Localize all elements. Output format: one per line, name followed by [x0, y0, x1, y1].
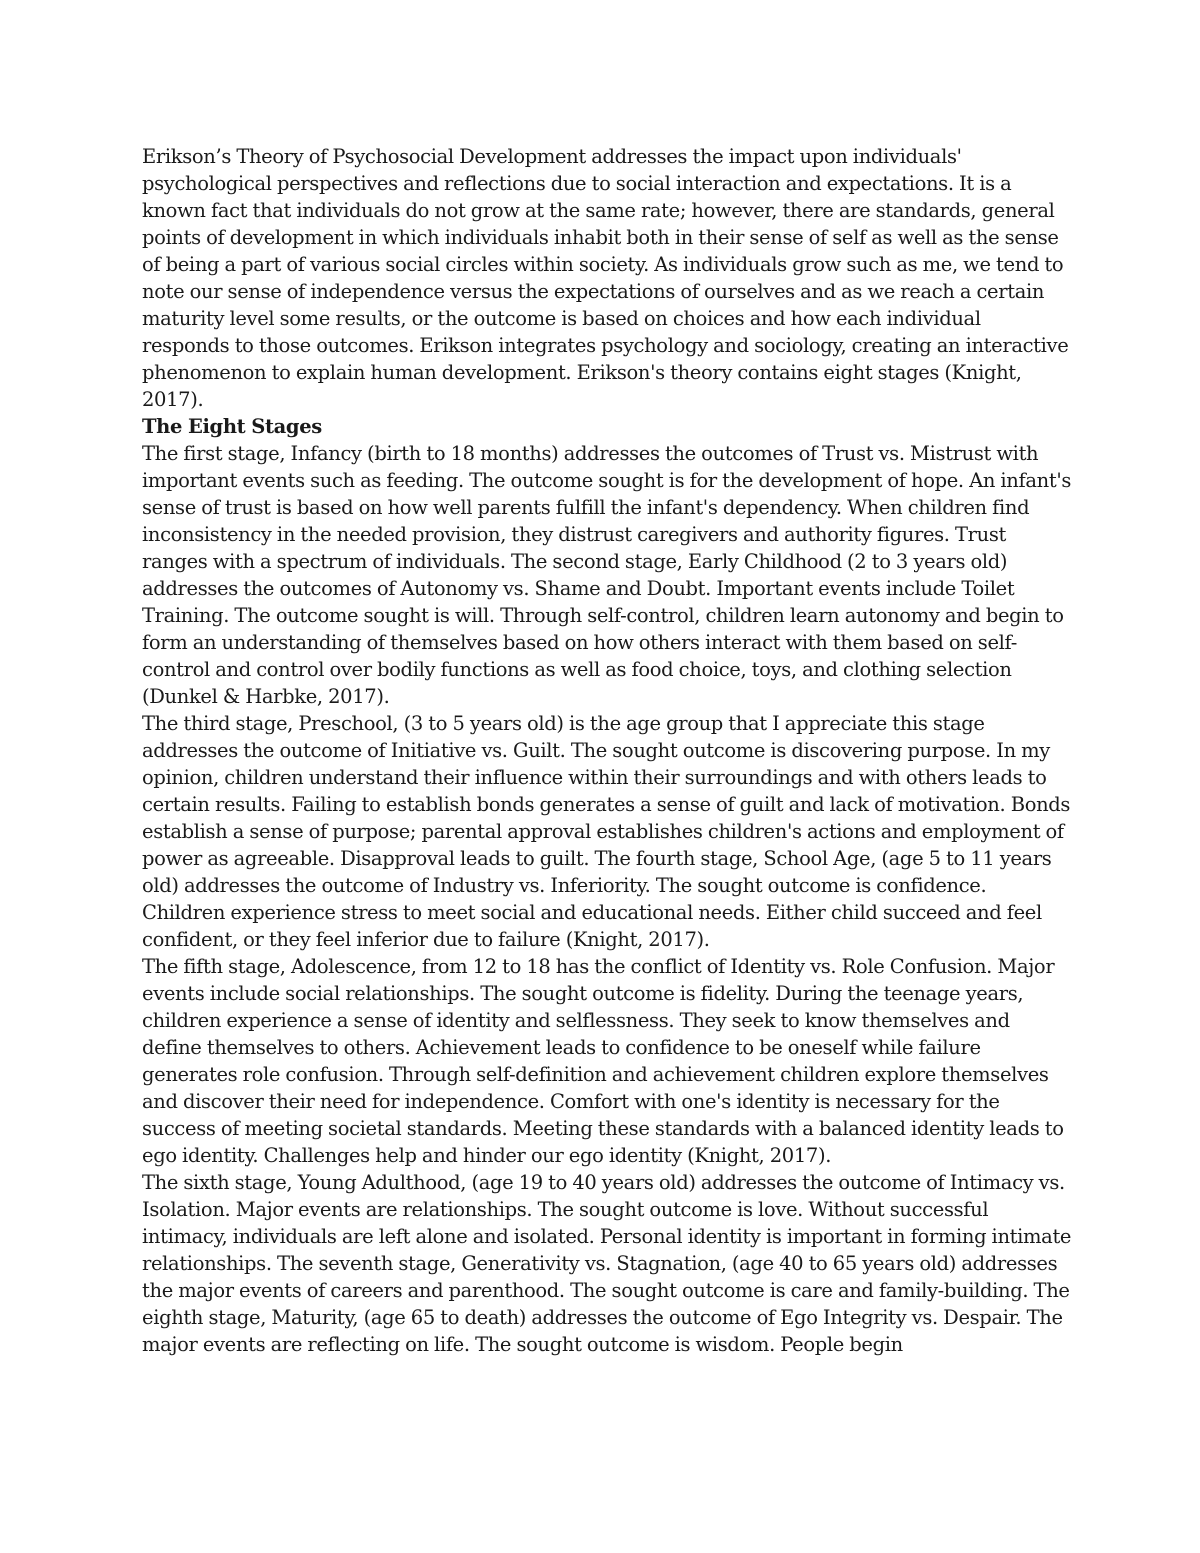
- paragraph-stages-3-4: The third stage, Preschool, (3 to 5 years old) is the age group that I appreciate this stage addresses the outcome of Initiative vs. Guilt. The sought outcome is discovering purpose. In my opinion, children understand their influence within their surroundings and with others leads to certain results. Failing to establish bonds generates a sense of guilt and lack of motivation. Bonds establish a sense of purpose; parental approval establishes children's actions and employment of power as agreeable. Disapproval leads to guilt. The fourth stage, School Age, (age 5 to 11 years old) addresses the outcome of Industry vs. Inferiority. The sought outcome is confidence. Children experience stress to meet social and educational needs. Either child succeed and feel confident, or they feel inferior due to failure (Knight, 2017).: [142, 712, 1071, 951]
- intro-paragraph: Erikson’s Theory of Psychosocial Development addresses the impact upon individuals' psychological perspectives and reflections due to social interaction and expectations. It is a known fact that individuals do not grow at the same rate; however, there are standards, general points of development in which individuals inhabit both in their sense of self as well as the sense of being a part of various social circles within society. As individuals grow such as me, we tend to note our sense of independence versus the expectations of ourselves and as we reach a certain maturity level some results, or the outcome is based on choices and how each individual responds to those outcomes. Erikson integrates psychology and sociology, creating an interactive phenomenon to explain human development. Erikson's theory contains eight stages (Knight, 2017).: [142, 145, 1069, 411]
- paragraph-stage-5: The fifth stage, Adolescence, from 12 to 18 has the conflict of Identity vs. Role Confusion. Major events include social relationships. The sought outcome is fidelity. During the teenage years, children experience a sense of identity and selflessness. They seek to know themselves and define themselves to others. Achievement leads to confidence to be oneself while failure generates role confusion. Through self-definition and achievement children explore themselves and discover their need for independence. Comfort with one's identity is necessary for the success of meeting societal standards. Meeting these standards with a balanced identity leads to ego identity. Challenges help and hinder our ego identity (Knight, 2017).: [142, 955, 1064, 1167]
- paragraph-stages-1-2: The first stage, Infancy (birth to 18 months) addresses the outcomes of Trust vs. Mistrust with important events such as feeding. The outcome sought is for the development of hope. An infant's sense of trust is based on how well parents fulfill the infant's dependency. When children find inconsistency in the needed provision, they distrust caregivers and authority figures. Trust ranges with a spectrum of individuals. The second stage, Early Childhood (2 to 3 years old) addresses the outcomes of Autonomy vs. Shame and Doubt. Important events include Toilet Training. The outcome sought is will. Through self-control, children learn autonomy and begin to form an understanding of themselves based on how others interact with them based on self-control and control over bodily functions as well as food choice, toys, and clothing selection (Dunkel & Harbke, 2017).: [142, 442, 1071, 708]
- paragraph-stages-6-8: The sixth stage, Young Adulthood, (age 19 to 40 years old) addresses the outcome of Intimacy vs. Isolation. Major events are relationships. The sought outcome is love. Without successful intimacy, individuals are left alone and isolated. Personal identity is important in forming intimate relationships. The seventh stage, Generativity vs. Stagnation, (age 40 to 65 years old) addresses the major events of careers and parenthood. The sought outcome is care and family-building. The eighth stage, Maturity, (age 65 to death) addresses the outcome of Ego Integrity vs. Despair. The major events are reflecting on life. The sought outcome is wisdom. People begin: [142, 1171, 1072, 1356]
- document-body: [142, 143, 1072, 1358]
- section-heading: The Eight Stages: [142, 415, 322, 438]
